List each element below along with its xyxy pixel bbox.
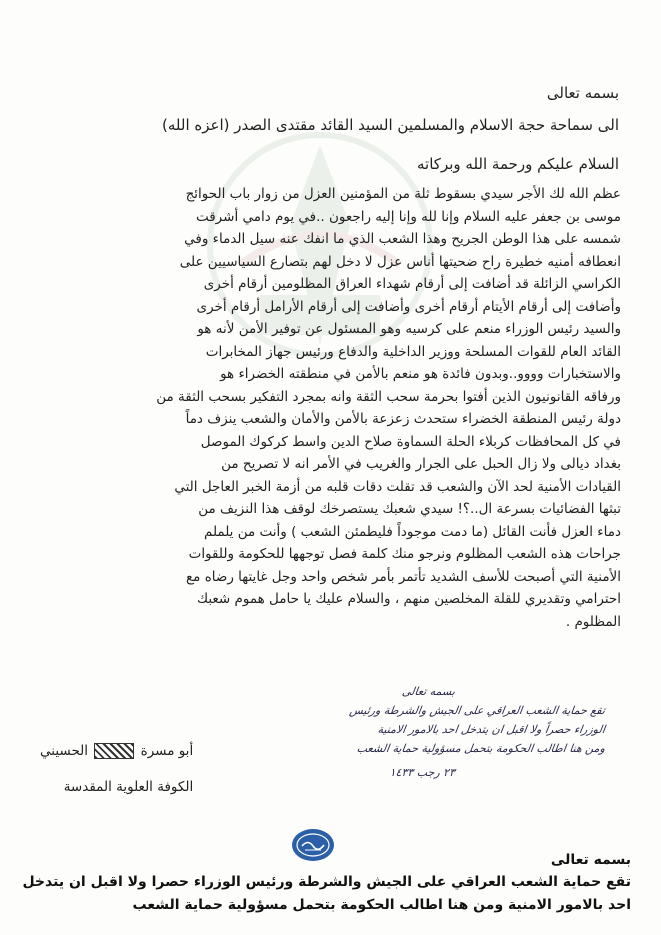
- body-line: وأضافت إلى أرقام الأيتام أرقام أخرى وأضافت إلى أرقام الأرامل أرقام أخرى: [196, 298, 621, 315]
- handwritten-date: ٢٣ رجب ١٤٣٣: [389, 766, 455, 779]
- body-line: ورفاقه القانونيون الذين أفتوا بحرمة سحب الثقة وانه بمجرد التفكير بسحب الثقة من: [156, 388, 621, 405]
- caption-line: تقع حماية الشعب العراقي على الجيش والشرطة ورئيس الوزراء حصرا ولا اقبل ان يتدخل: [22, 874, 631, 890]
- letter-greeting: السلام عليكم ورحمة الله وبركاته: [417, 155, 619, 173]
- letter-salutation: بسمه تعالى: [546, 84, 619, 102]
- letter-addressee: الى سماحة حجة الاسلام والمسلمين السيد القائد مقتدى الصدر (اعزه الله): [162, 116, 619, 134]
- signature-block: [40, 738, 193, 800]
- body-line: القيادات الأمنية لحد الآن والشعب قد تقلت دقات قلبه من أزمة الخبر العاجل التي: [174, 478, 621, 495]
- body-line: في كل المحافظات كربلاء الحلة السماوة صلاح الدين واسط كركوك الموصل: [200, 433, 621, 450]
- body-line: جراحات هذه الشعب المظلوم ونرجو منك كلمة فصل توجهها للحكومة وللقوات: [188, 546, 621, 562]
- body-line: انعطافه أمنيه خطيرة راح ضحيتها أناس عزل لا دخل لهم بتصارع السياسيين على: [179, 253, 621, 270]
- handwritten-line: الوزراء حصراً ولا اقبل ان يتدخل احد بالامور الامنية: [376, 723, 606, 736]
- caption-title: بسمه تعالى: [550, 852, 631, 868]
- body-line: القائد العام للقوات المسلحة ووزير الداخلية والدفاع ورئيس جهاز المخابرات: [205, 343, 621, 360]
- body-line: دولة رئيس المنطقة الخضراء ستحدث زعزعة بالأمن والأمان والشعب ينزف دماً: [185, 411, 621, 427]
- caption-line: احد بالامور الامنية ومن هنا اطالب الحكومة بتحمل مسؤولية حماية الشعب: [132, 897, 631, 913]
- letter-body: [31, 183, 621, 633]
- body-line: موسى بن جعفر عليه السلام وإنا لله وإنا إليه راجعون ..في يوم دامي أشرقت: [195, 208, 621, 225]
- body-line: تبثها الفضائيات بسرعة ال..؟! سيدي شعبك يستصرخك لوقف هذا النزيف من: [198, 501, 621, 517]
- body-line: بغداد ديالى ولا زال الحبل على الجرار والغريب في الأمر انه لا تصريح من: [221, 456, 621, 472]
- handwritten-line: بسمه تعالى: [401, 685, 456, 698]
- body-line: دماء العزل فأنت القائل (ما دمت موجوداً فليطمئن الشعب ) وأنت من يلملم: [203, 523, 621, 540]
- signature-suffix: الحسيني: [40, 743, 89, 759]
- body-line: والاستخبارات وووو..وبدون فائدة هو منعم بالأمن في منطقته الخضراء هو: [220, 366, 621, 382]
- signature-name: [40, 738, 193, 764]
- body-line: احترامي وتقديري للقلة المخلصين منهم ، والسلام عليك يا حامل هموم شعبك: [196, 591, 621, 607]
- signature-place: الكوفة العلوية المقدسة: [63, 779, 194, 795]
- handwritten-line: ومن هنا اطالب الحكومة بتحمل مسؤولية حماية الشعب: [355, 742, 606, 755]
- body-line: الأمنية التي أصبحت للأسف الشديد تأتمر بأمر شخص واحد وجل غايتها رضاه مع: [185, 568, 621, 585]
- handwritten-line: تقع حماية الشعب العراقي على الجيش والشرطة ورئيس: [348, 704, 606, 717]
- redacted-name-icon: [94, 743, 134, 759]
- body-line: المظلوم .: [565, 613, 621, 630]
- body-line: والسيد رئيس الوزراء منعم على كرسيه وهو المسئول عن توفير الأمن لأنه هو: [197, 321, 621, 337]
- seal-stamp-icon: [290, 826, 336, 864]
- signature-prefix: أبو مسرة: [140, 743, 194, 759]
- body-line: عظم الله لك الأجر سيدي بسقوط ثلة من المؤمنين العزل من زوار باب الحوائج: [185, 186, 621, 202]
- body-line: الكراسي الزائلة قد أضافت إلى أرقام شهداء العراق المظلومين أرقام أخرى: [203, 276, 621, 292]
- handwritten-reply: [245, 682, 605, 779]
- body-line: شمسه على هذا الوطن الجريح وهذا الشعب الذي ما انفك عنه سيل الدماء وفي: [184, 231, 621, 247]
